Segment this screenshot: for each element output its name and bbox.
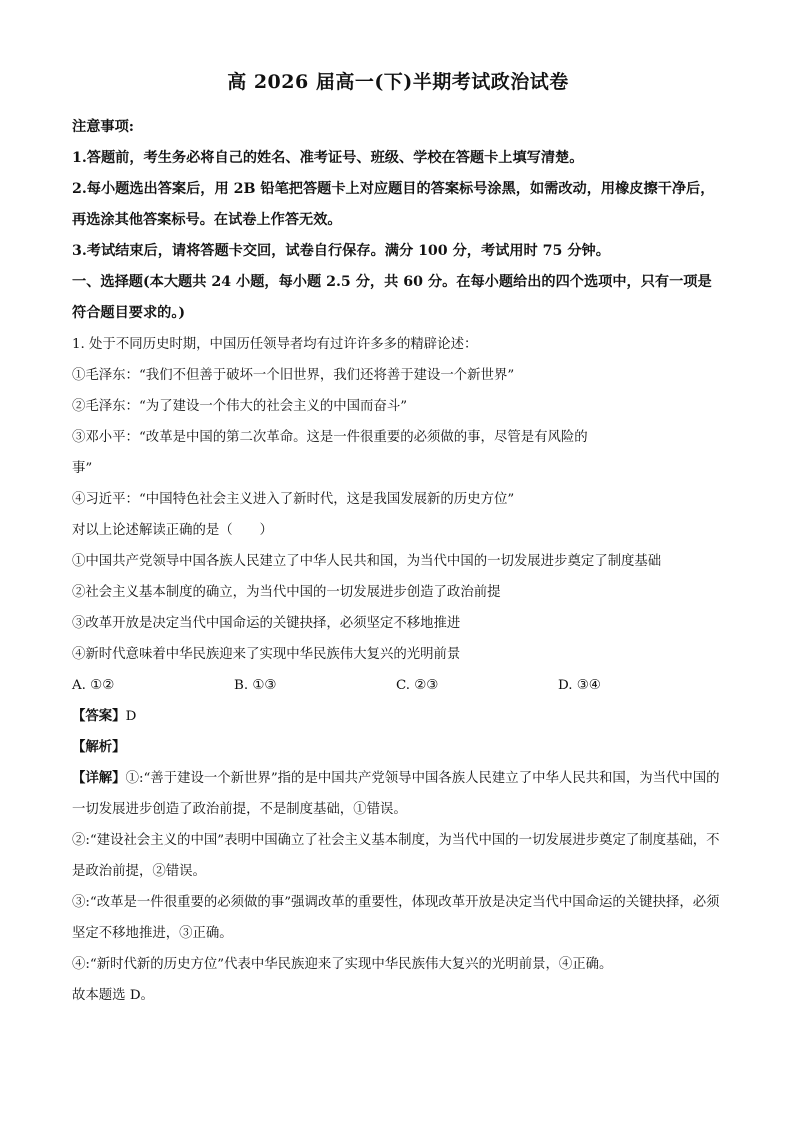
option-a[interactable]: A. ①②: [72, 678, 115, 693]
analysis-label: 【解析】: [72, 739, 126, 755]
statement-3: ③改革开放是决定当代中国命运的关键抉择，必须坚定不移地推进: [72, 616, 461, 631]
question-prompt: 对以上论述解读正确的是（ ）: [72, 523, 273, 538]
analysis-line-3: ③:“改革是一件很重要的必须做的事”强调改革的重要性，体现改革开放是决定当代中国命运的关键抉择，必须坚定不移地推进，③正确。: [72, 895, 720, 941]
statement-4: ④新时代意味着中华民族迎来了实现中华民族伟大复兴的光明前景: [72, 647, 461, 662]
answer-line: [72, 701, 724, 732]
option-d[interactable]: D. ③④: [558, 678, 601, 693]
detail-label: 【详解】: [72, 770, 126, 786]
option-b[interactable]: B. ①③: [234, 678, 277, 693]
option-c[interactable]: C. ②③: [396, 678, 439, 693]
analysis-line-4: ④:“新时代新的历史方位”代表中华民族迎来了实现中华民族伟大复兴的光明前景，④正确。: [72, 957, 613, 972]
exam-page: [72, 66, 724, 1011]
answer-label: 【答案】: [72, 708, 126, 724]
analysis-line-1: [72, 763, 724, 825]
notice-item-3: 3.考试结束后，请将答题卡交回，试卷自行保存。满分 100 分，考试用时 75 分钟。: [72, 243, 610, 259]
quote-3: ③邓小平：“改革是中国的第二次革命。这是一件很重要的必须做的事，尽管是有风险的: [72, 430, 588, 445]
quote-2: ②毛泽东：“为了建设一个伟大的社会主义的中国而奋斗”: [72, 399, 408, 414]
notice-item-1: 1.答题前，考生务必将自己的姓名、准考证号、班级、学校在答题卡上填写清楚。: [72, 150, 584, 166]
notice-heading: 注意事项:: [72, 119, 134, 135]
notice-item-2: 2.每小题选出答案后，用 2B 铅笔把答题卡上对应题目的答案标号涂黑，如需改动，用橡皮擦干净后，再选涂其他答案标号。在试卷上作答无效。: [72, 181, 715, 228]
statement-1: ①中国共产党领导中国各族人民建立了中华人民共和国，为当代中国的一切发展进步奠定了制度基础: [72, 554, 662, 569]
analysis-conclusion: 故本题选 D。: [72, 988, 154, 1003]
page-title: 高 2026 届高一(下)半期考试政治试卷: [227, 71, 569, 93]
question-stem: 1. 处于不同历史时期，中国历任领导者均有过许许多多的精辟论述：: [72, 337, 478, 352]
section-heading: 一、选择题(本大题共 24 小题，每小题 2.5 分，共 60 分。在每小题给出的四个选项中，只有一项是符合题目要求的。): [72, 274, 712, 321]
quote-3-continued: 事”: [72, 461, 93, 476]
analysis-line-2: ②:“建设社会主义的中国”表明中国确立了社会主义基本制度，为当代中国的一切发展进步奠定了制度基础，不是政治前提，②错误。: [72, 833, 720, 879]
analysis-heading: [72, 732, 724, 763]
quote-1: ①毛泽东：“我们不但善于破坏一个旧世界，我们还将善于建设一个新世界”: [72, 368, 515, 383]
answer-value: D: [125, 709, 137, 724]
quote-4: ④习近平：“中国特色社会主义进入了新时代，这是我国发展新的历史方位”: [72, 492, 515, 507]
statement-2: ②社会主义基本制度的确立，为当代中国的一切发展进步创造了政治前提: [72, 585, 501, 600]
analysis-text-1: ①:“善于建设一个新世界”指的是中国共产党领导中国各族人民建立了中华人民共和国，为当代中国的一切发展进步创造了政治前提，不是制度基础，①错误。: [72, 771, 720, 817]
answer-options: [72, 670, 724, 701]
